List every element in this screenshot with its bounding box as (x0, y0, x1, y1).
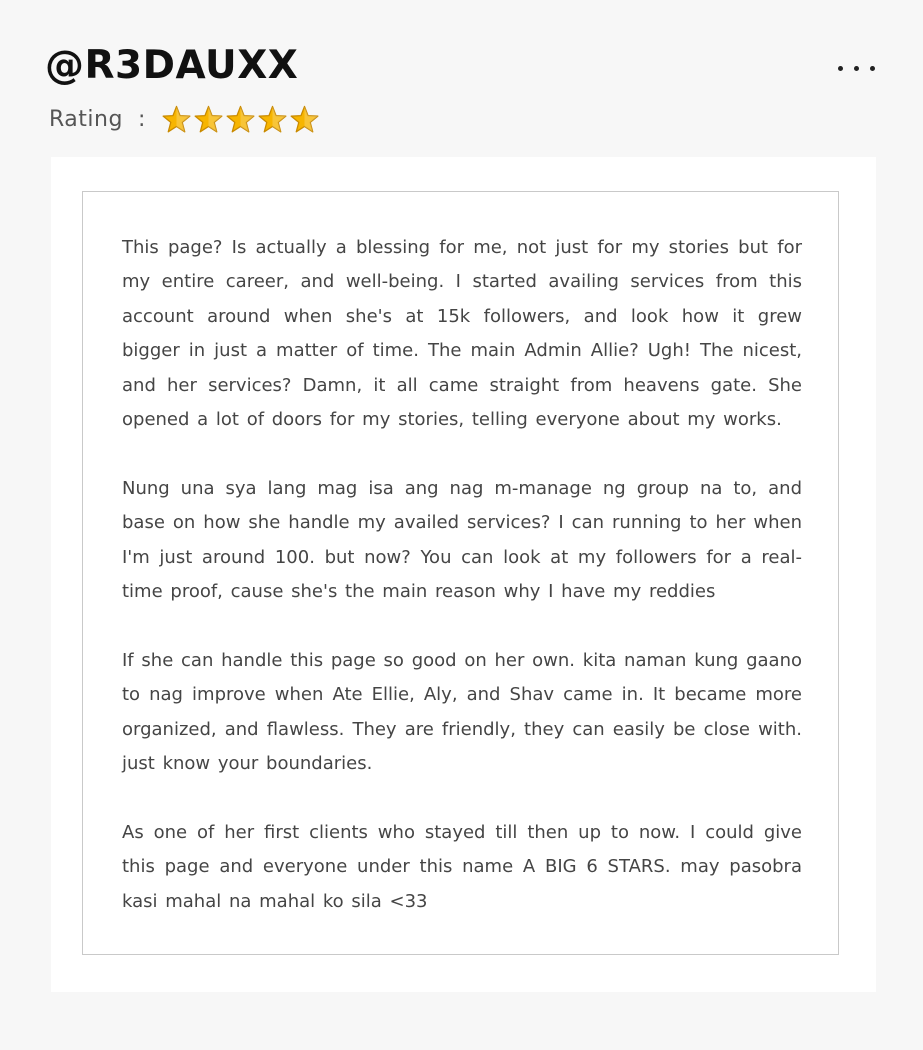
review-card (51, 157, 876, 992)
more-horizontal-icon (854, 66, 859, 71)
more-options-button[interactable] (826, 56, 886, 80)
star-icon (289, 104, 320, 135)
username: @R3DAUXX (45, 43, 299, 88)
review-paragraph: This page? Is actually a blessing for me, not just for my stories but for my entire career, and well-being. I started availing services from this account around when she's at 15k followers, and look how it grew bigger in just a matter of time. The main Admin Allie? Ugh! The nicest, and her services? Damn, it all came straight from heavens gate. She opened a lot of doors for my stories, telling everyone about my works. (122, 237, 802, 431)
review-text (122, 231, 802, 919)
star-icon (161, 104, 192, 135)
review-paragraph: As one of her first clients who stayed till then up to now. I could give this page and everyone under this name A BIG 6 STARS. may pasobra kasi mahal na mahal ko sila <33 (122, 821, 802, 912)
review-box (82, 191, 839, 955)
review-paragraph: If she can handle this page so good on her own. kita naman kung gaano to nag improve when Ate Ellie, Aly, and Shav came in. It became more organized, and flawless. They are friendly, they can easily be close with. just know your boundaries. (122, 649, 802, 775)
star-icon (225, 104, 256, 135)
rating-row (49, 101, 320, 137)
more-horizontal-icon (838, 66, 843, 71)
more-horizontal-icon (870, 66, 875, 71)
star-icon (193, 104, 224, 135)
star-icon (257, 104, 288, 135)
rating-separator: : (137, 106, 146, 132)
review-paragraph: Nung una sya lang mag isa ang nag m-manage ng group na to, and base on how she handle my availed services? I can running to her when I'm just around 100. but now? You can look at my followers for a real-time proof, cause she's the main reason why I have my reddies (122, 477, 802, 603)
rating-label: Rating (49, 106, 123, 132)
star-rating (161, 104, 320, 135)
